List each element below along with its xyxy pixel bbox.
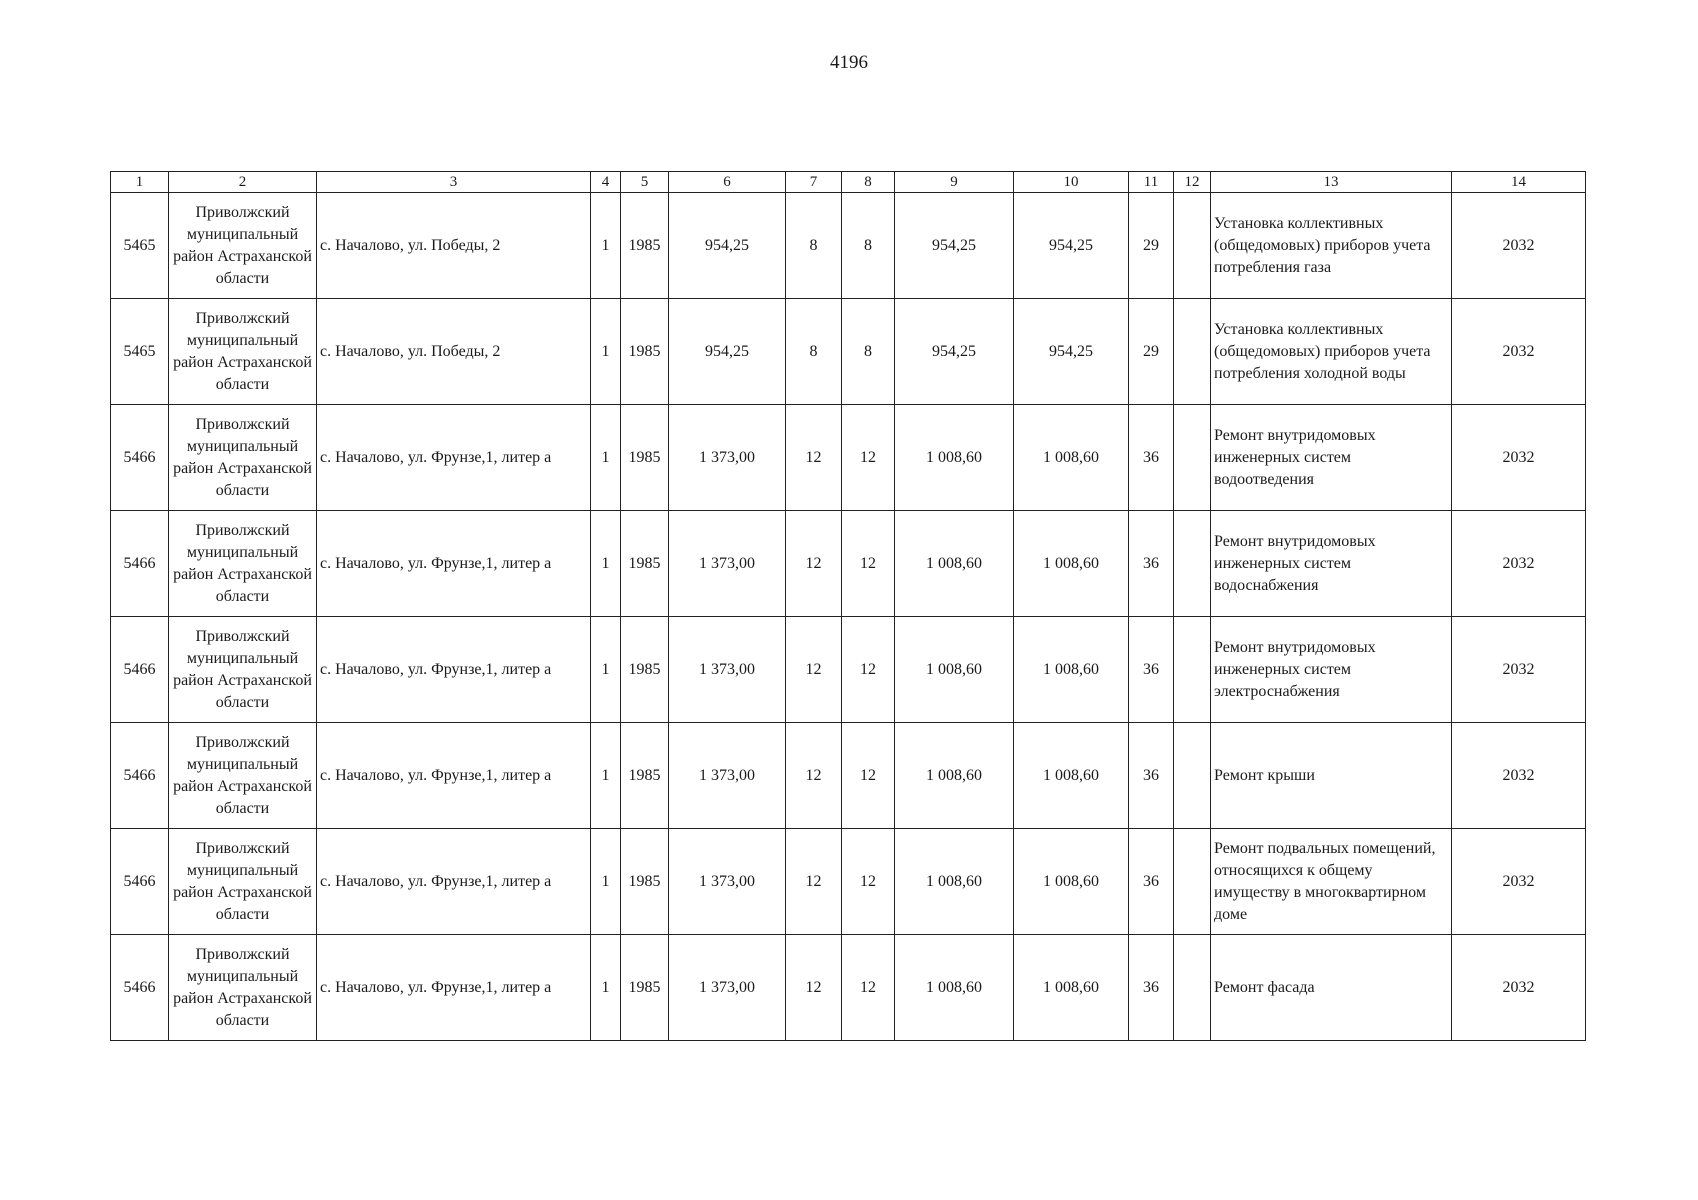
table-row [111, 511, 1586, 617]
cell-col11: 36 [1129, 405, 1174, 511]
cell-id: 5466 [111, 511, 169, 617]
cell-col12 [1174, 723, 1211, 829]
column-header: 4 [591, 172, 621, 193]
cell-col4: 1 [591, 299, 621, 405]
cell-col4: 1 [591, 405, 621, 511]
cell-col12 [1174, 829, 1211, 935]
cell-address: с. Началово, ул. Фрунзе,1, литер а [317, 723, 591, 829]
cell-area-total: 1 373,00 [669, 723, 786, 829]
column-header: 6 [669, 172, 786, 193]
cell-col10: 954,25 [1014, 299, 1129, 405]
cell-col4: 1 [591, 829, 621, 935]
cell-col10: 1 008,60 [1014, 829, 1129, 935]
cell-area-total: 954,25 [669, 299, 786, 405]
cell-col7: 8 [786, 193, 842, 299]
column-header: 12 [1174, 172, 1211, 193]
cell-address: с. Началово, ул. Фрунзе,1, литер а [317, 935, 591, 1041]
cell-col7: 12 [786, 511, 842, 617]
cell-col11: 36 [1129, 829, 1174, 935]
column-header: 1 [111, 172, 169, 193]
cell-col10: 1 008,60 [1014, 723, 1129, 829]
cell-id: 5466 [111, 617, 169, 723]
cell-col8: 8 [842, 193, 895, 299]
cell-area-total: 1 373,00 [669, 829, 786, 935]
cell-col9: 954,25 [895, 193, 1014, 299]
cell-year: 1985 [621, 935, 669, 1041]
cell-address: с. Началово, ул. Фрунзе,1, литер а [317, 617, 591, 723]
cell-col7: 12 [786, 617, 842, 723]
cell-id: 5465 [111, 299, 169, 405]
cell-district: Приволжский муниципальный район Астраханской области [169, 193, 317, 299]
cell-year: 1985 [621, 511, 669, 617]
column-header: 10 [1014, 172, 1129, 193]
cell-address: с. Началово, ул. Победы, 2 [317, 193, 591, 299]
cell-area-total: 1 373,00 [669, 405, 786, 511]
cell-col12 [1174, 617, 1211, 723]
cell-col8: 12 [842, 935, 895, 1041]
cell-plan-year: 2032 [1452, 723, 1586, 829]
cell-col11: 36 [1129, 511, 1174, 617]
column-header: 11 [1129, 172, 1174, 193]
table-row [111, 299, 1586, 405]
cell-col9: 1 008,60 [895, 617, 1014, 723]
cell-col9: 1 008,60 [895, 405, 1014, 511]
cell-district: Приволжский муниципальный район Астраханской области [169, 511, 317, 617]
cell-plan-year: 2032 [1452, 193, 1586, 299]
column-header: 9 [895, 172, 1014, 193]
cell-col8: 12 [842, 617, 895, 723]
cell-col7: 12 [786, 723, 842, 829]
table-row [111, 617, 1586, 723]
cell-id: 5466 [111, 829, 169, 935]
cell-id: 5466 [111, 935, 169, 1041]
cell-col8: 12 [842, 723, 895, 829]
column-header: 8 [842, 172, 895, 193]
cell-col8: 8 [842, 299, 895, 405]
cell-work: Ремонт фасада [1211, 935, 1452, 1041]
cell-address: с. Началово, ул. Фрунзе,1, литер а [317, 405, 591, 511]
cell-area-total: 1 373,00 [669, 935, 786, 1041]
cell-plan-year: 2032 [1452, 935, 1586, 1041]
cell-year: 1985 [621, 299, 669, 405]
cell-work: Ремонт крыши [1211, 723, 1452, 829]
cell-id: 5466 [111, 405, 169, 511]
cell-col10: 1 008,60 [1014, 511, 1129, 617]
cell-address: с. Началово, ул. Фрунзе,1, литер а [317, 511, 591, 617]
cell-area-total: 1 373,00 [669, 511, 786, 617]
cell-year: 1985 [621, 405, 669, 511]
column-header: 13 [1211, 172, 1452, 193]
cell-col4: 1 [591, 511, 621, 617]
cell-col12 [1174, 935, 1211, 1041]
cell-col7: 12 [786, 935, 842, 1041]
cell-plan-year: 2032 [1452, 511, 1586, 617]
cell-plan-year: 2032 [1452, 405, 1586, 511]
cell-year: 1985 [621, 617, 669, 723]
column-header: 14 [1452, 172, 1586, 193]
cell-col4: 1 [591, 617, 621, 723]
cell-district: Приволжский муниципальный район Астраханской области [169, 935, 317, 1041]
table-row [111, 405, 1586, 511]
cell-col7: 12 [786, 829, 842, 935]
cell-col8: 12 [842, 405, 895, 511]
cell-col9: 1 008,60 [895, 511, 1014, 617]
cell-id: 5466 [111, 723, 169, 829]
cell-col12 [1174, 193, 1211, 299]
cell-district: Приволжский муниципальный район Астраханской области [169, 829, 317, 935]
column-header: 5 [621, 172, 669, 193]
column-header: 7 [786, 172, 842, 193]
cell-plan-year: 2032 [1452, 829, 1586, 935]
page-number: 4196 [830, 52, 868, 73]
table-row [111, 193, 1586, 299]
cell-col11: 29 [1129, 193, 1174, 299]
cell-area-total: 1 373,00 [669, 617, 786, 723]
cell-address: с. Началово, ул. Победы, 2 [317, 299, 591, 405]
cell-district: Приволжский муниципальный район Астраханской области [169, 617, 317, 723]
cell-district: Приволжский муниципальный район Астраханской области [169, 723, 317, 829]
cell-year: 1985 [621, 193, 669, 299]
cell-col8: 12 [842, 829, 895, 935]
cell-plan-year: 2032 [1452, 617, 1586, 723]
register-table [110, 171, 1586, 1041]
cell-id: 5465 [111, 193, 169, 299]
cell-year: 1985 [621, 723, 669, 829]
cell-col11: 36 [1129, 935, 1174, 1041]
cell-year: 1985 [621, 829, 669, 935]
cell-col9: 1 008,60 [895, 829, 1014, 935]
cell-plan-year: 2032 [1452, 299, 1586, 405]
cell-col4: 1 [591, 935, 621, 1041]
cell-col11: 36 [1129, 723, 1174, 829]
cell-work: Установка коллективных (общедомовых) приборов учета потребления холодной воды [1211, 299, 1452, 405]
cell-district: Приволжский муниципальный район Астраханской области [169, 299, 317, 405]
cell-col11: 29 [1129, 299, 1174, 405]
table-row [111, 935, 1586, 1041]
cell-col9: 1 008,60 [895, 935, 1014, 1041]
cell-col4: 1 [591, 193, 621, 299]
cell-work: Установка коллективных (общедомовых) приборов учета потребления газа [1211, 193, 1452, 299]
column-number-row [111, 172, 1586, 193]
cell-work: Ремонт подвальных помещений, относящихся к общему имуществу в многоквартирном доме [1211, 829, 1452, 935]
cell-work: Ремонт внутридомовых инженерных систем водоотведения [1211, 405, 1452, 511]
cell-address: с. Началово, ул. Фрунзе,1, литер а [317, 829, 591, 935]
table-row [111, 829, 1586, 935]
column-header: 2 [169, 172, 317, 193]
cell-work: Ремонт внутридомовых инженерных систем водоснабжения [1211, 511, 1452, 617]
cell-col9: 954,25 [895, 299, 1014, 405]
cell-col7: 12 [786, 405, 842, 511]
cell-work: Ремонт внутридомовых инженерных систем электроснабжения [1211, 617, 1452, 723]
cell-col10: 1 008,60 [1014, 617, 1129, 723]
cell-col8: 12 [842, 511, 895, 617]
cell-district: Приволжский муниципальный район Астраханской области [169, 405, 317, 511]
cell-col12 [1174, 405, 1211, 511]
cell-col10: 954,25 [1014, 193, 1129, 299]
cell-col12 [1174, 511, 1211, 617]
cell-col10: 1 008,60 [1014, 405, 1129, 511]
cell-col10: 1 008,60 [1014, 935, 1129, 1041]
cell-col9: 1 008,60 [895, 723, 1014, 829]
cell-col12 [1174, 299, 1211, 405]
cell-area-total: 954,25 [669, 193, 786, 299]
column-header: 3 [317, 172, 591, 193]
cell-col7: 8 [786, 299, 842, 405]
table-row [111, 723, 1586, 829]
cell-col11: 36 [1129, 617, 1174, 723]
cell-col4: 1 [591, 723, 621, 829]
